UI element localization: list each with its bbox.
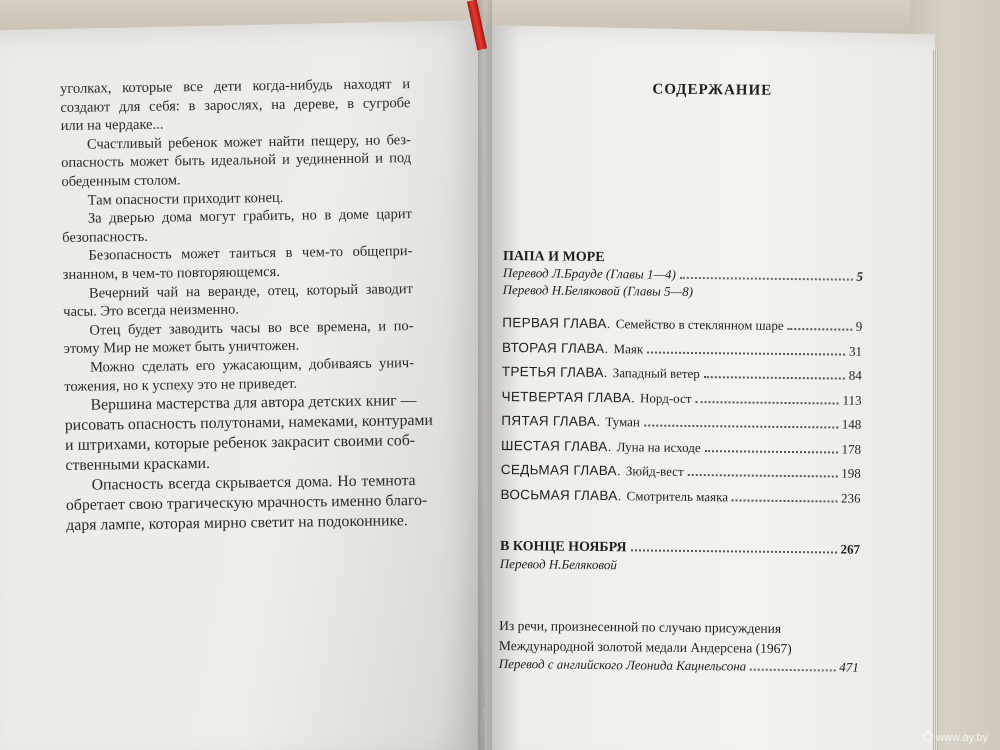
text-line: обретает свою трагическую мрачность именно благо- xyxy=(65,492,428,515)
text-line: или на чердаке... xyxy=(60,116,164,135)
toc-chapter-row xyxy=(501,434,861,459)
dot-leader xyxy=(788,327,852,331)
toc-page-number: 236 xyxy=(840,490,861,506)
toc-page-number: 471 xyxy=(839,659,859,675)
toc-chapter-row xyxy=(500,483,860,508)
text-line: этому Мир не может быть уничтожен. xyxy=(63,337,300,358)
toc-chapter-row xyxy=(502,312,862,337)
toc-chapter-title: ВОСЬМАЯ ГЛАВА. xyxy=(500,486,622,503)
toc-title: СОДЕРЖАНИЕ xyxy=(652,81,773,99)
toc-page-number: 84 xyxy=(848,367,862,383)
text-line: тожения, но к успеху это не приведет. xyxy=(64,375,298,395)
dot-leader xyxy=(680,277,852,281)
toc-page-number: 9 xyxy=(855,318,863,334)
dot-leader xyxy=(750,669,835,672)
dot-leader xyxy=(732,498,837,502)
binding-stitch xyxy=(482,260,487,263)
toc-chapter-row xyxy=(502,336,862,361)
toc-part-papa-i-more xyxy=(500,249,863,508)
toc-page-number: 198 xyxy=(841,465,861,481)
text-line: Вечерний чай на веранде, отец, который заводит xyxy=(88,280,414,302)
text-line: Можно сделать его ужасающим, добиваясь унич- xyxy=(89,354,415,376)
text-line: безопасность. xyxy=(62,228,149,246)
toc-chapter-title: ШЕСТАЯ ГЛАВА. xyxy=(500,437,612,454)
text-line: Там опасности приходит конец. xyxy=(87,189,284,209)
toc-chapter-subtitle: Норд-ост xyxy=(640,389,692,406)
text-line: обеденным столом. xyxy=(61,172,181,190)
toc-chapter-title: СЕДЬМАЯ ГЛАВА. xyxy=(500,461,622,479)
text-line: Опасность всегда скрывается дома. Но темнота xyxy=(91,472,416,494)
dot-leader xyxy=(705,449,838,453)
toc-page-number: 267 xyxy=(840,541,861,557)
text-line: даря лампе, которая мирно светит на подоконнике. xyxy=(66,512,408,535)
toc-chapter-row xyxy=(501,385,861,410)
text-line: уголках, которые все дети когда-нибудь находят и xyxy=(60,76,411,97)
text-line: Вершина мастерства для автора детских книг — xyxy=(90,392,417,414)
toc-chapter-list xyxy=(500,312,862,508)
text-line: Отец будет заводить часы во все времена, и по- xyxy=(89,317,414,339)
dot-leader xyxy=(647,350,845,355)
table-of-contents xyxy=(499,70,865,676)
toc-translator: Перевод Л.Брауде (Главы 1—4) xyxy=(502,264,676,282)
text-line: За дверью дома могут грабить, но в доме царит xyxy=(87,206,413,227)
toc-part-title: ПАПА И МОРЕ xyxy=(502,248,605,266)
toc-chapter-row xyxy=(501,459,861,484)
toc-chapter-subtitle: Луна на исходе xyxy=(616,438,701,455)
binding-stitch xyxy=(482,710,487,713)
toc-page-number: 148 xyxy=(841,416,862,432)
left-page-text xyxy=(60,75,434,536)
watermark xyxy=(923,732,988,744)
text-line: опасность может быть идеальной и уединенной и под xyxy=(61,150,412,172)
dot-leader xyxy=(688,473,838,478)
toc-translator: Перевод с английского Леонида Кацнельсона xyxy=(498,655,747,674)
binding-stitch xyxy=(482,110,487,113)
toc-chapter-subtitle: Маяк xyxy=(613,340,644,356)
text-line: часы. Это всегда неизменно. xyxy=(63,301,240,321)
toc-chapter-title: ПЯТАЯ ГЛАВА. xyxy=(501,412,601,430)
text-line: и штрихами, которые ребенок закрасит своими соб- xyxy=(64,432,416,455)
toc-chapter-title: ПЕРВАЯ ГЛАВА. xyxy=(502,314,611,332)
text-line: знанном, в чем-то повторяющемся. xyxy=(62,263,281,283)
toc-chapter-row xyxy=(502,361,862,386)
toc-speech-entry xyxy=(499,616,860,676)
text-line: рисовать опасность полутонами, намеками, контурами xyxy=(64,411,434,435)
toc-speech-line: Международной золотой медали Андерсена (1967) xyxy=(498,637,792,657)
text-line: ственными красками. xyxy=(65,455,211,475)
toc-part-v-kontse-noyabrya xyxy=(500,538,860,576)
toc-chapter-title: ТРЕТЬЯ ГЛАВА. xyxy=(501,363,608,381)
toc-page-number: 113 xyxy=(842,392,862,408)
toc-page-number: 31 xyxy=(849,343,863,359)
toc-chapter-subtitle: Туман xyxy=(605,414,640,430)
watermark-logo-icon xyxy=(923,732,933,742)
toc-page-number: 178 xyxy=(841,441,862,457)
toc-part-title: В КОНЦЕ НОЯБРЯ xyxy=(499,538,627,556)
toc-chapter-row xyxy=(501,410,861,435)
text-line: Счастливый ребенок может найти пещеру, но без- xyxy=(86,131,411,153)
text-line: Безопасность может таиться в чем-то общепри- xyxy=(88,243,413,264)
text-line: создают для себя: в зарослях, на дереве, в сугробе xyxy=(60,94,411,116)
watermark-text: www.ay.by xyxy=(936,732,988,744)
toc-translator: Перевод Н.Беляковой (Главы 5—8) xyxy=(502,281,694,299)
dot-leader xyxy=(644,423,838,428)
toc-chapter-title: ВТОРАЯ ГЛАВА. xyxy=(502,339,609,356)
page-edges xyxy=(932,50,938,750)
toc-chapter-subtitle: Западный ветер xyxy=(612,365,700,382)
toc-speech-line: Из речи, произнесенной по случаю присуждения xyxy=(499,617,782,636)
toc-chapter-subtitle: Смотритель маяка xyxy=(626,487,729,504)
toc-page-number: 5 xyxy=(856,268,863,284)
toc-chapter-subtitle: Зюйд-вест xyxy=(625,463,684,479)
binding-stitch xyxy=(482,410,487,413)
dot-leader xyxy=(695,400,838,404)
toc-chapter-subtitle: Семейство в стеклянном шаре xyxy=(615,316,784,333)
binding-stitch xyxy=(482,560,487,563)
toc-chapter-title: ЧЕТВЕРТАЯ ГЛАВА. xyxy=(501,388,636,405)
toc-translator: Перевод Н.Беляковой xyxy=(499,555,617,573)
dot-leader xyxy=(704,375,845,379)
dot-leader xyxy=(631,548,837,553)
